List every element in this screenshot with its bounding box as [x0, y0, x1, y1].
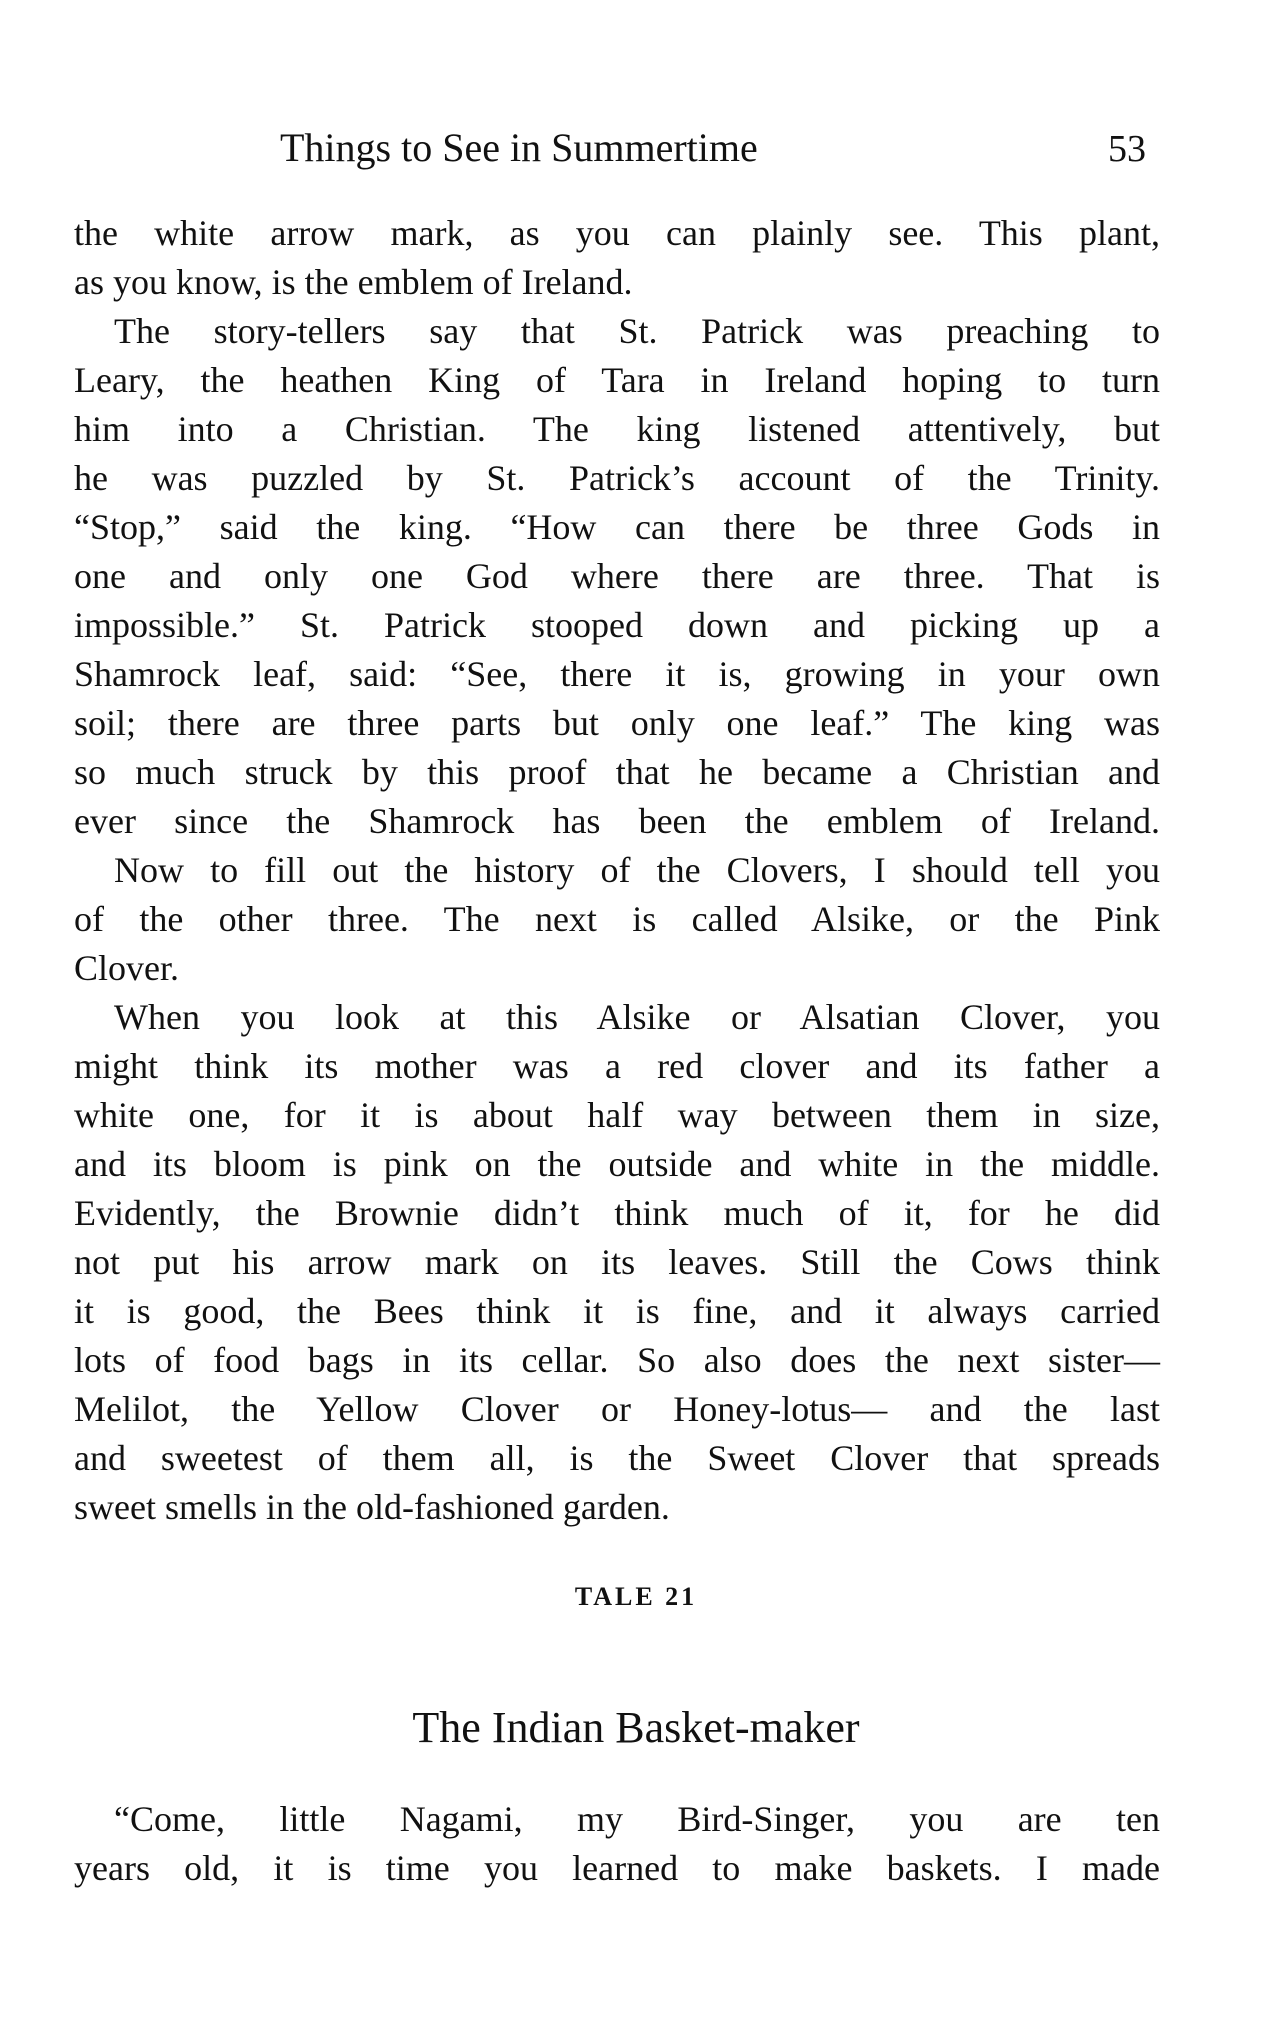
running-header: Things to See in Summertime: [280, 125, 758, 170]
text-line: not put his arrow mark on its leaves. Still the Cows think: [74, 1242, 1160, 1282]
tale-body: [74, 1795, 1160, 1893]
text-line: Clover.: [74, 948, 179, 988]
text-line: it is good, the Bees think it is fine, and it always carried: [74, 1291, 1160, 1331]
tale-label: TALE 21: [574, 1582, 698, 1611]
text-line: white one, for it is about half way between them in size,: [74, 1095, 1160, 1135]
text-line: of the other three. The next is called Alsike, or the Pink: [74, 899, 1160, 939]
page-number: 53: [1108, 128, 1146, 170]
text-line: might think its mother was a red clover and its father a: [74, 1046, 1160, 1086]
page-header: [74, 124, 1160, 172]
text-line: ever since the Shamrock has been the emblem of Ireland.: [74, 801, 1160, 841]
text-line: lots of food bags in its cellar. So also does the next sister—: [74, 1340, 1160, 1380]
text-line: soil; there are three parts but only one leaf.” The king was: [74, 703, 1160, 743]
text-line: Leary, the heathen King of Tara in Ireland hoping to turn: [74, 360, 1160, 400]
text-line: he was puzzled by St. Patrick’s account of the Trinity.: [74, 458, 1160, 498]
text-line: impossible.” St. Patrick stooped down and picking up a: [74, 605, 1160, 645]
text-line: Evidently, the Brownie didn’t think much of it, for he did: [74, 1193, 1160, 1233]
text-line: Melilot, the Yellow Clover or Honey-lotus— and the last: [74, 1389, 1160, 1429]
text-line: him into a Christian. The king listened attentively, but: [74, 409, 1160, 449]
body-text: [74, 209, 1160, 1532]
text-line: When you look at this Alsike or Alsatian Clover, you: [114, 997, 1160, 1037]
text-line: the white arrow mark, as you can plainly see. This plant,: [74, 213, 1160, 253]
text-line: so much struck by this proof that he became a Christian and: [74, 752, 1160, 792]
tale-line: years old, it is time you learned to make baskets. I made: [74, 1848, 1160, 1888]
tale-line: “Come, little Nagami, my Bird-Singer, you are ten: [114, 1799, 1160, 1839]
text-line: “Stop,” said the king. “How can there be three Gods in: [74, 507, 1160, 547]
text-line: and its bloom is pink on the outside and white in the middle.: [74, 1144, 1160, 1184]
text-line: as you know, is the emblem of Ireland.: [74, 262, 633, 302]
text-line: The story-tellers say that St. Patrick was preaching to: [114, 311, 1160, 351]
tale-title: The Indian Basket-maker: [412, 1703, 860, 1752]
text-line: Shamrock leaf, said: “See, there it is, growing in your own: [74, 654, 1160, 694]
text-line: sweet smells in the old-fashioned garden.: [74, 1487, 670, 1527]
text-line: and sweetest of them all, is the Sweet Clover that spreads: [74, 1438, 1160, 1478]
text-line: one and only one God where there are three. That is: [74, 556, 1160, 596]
text-line: Now to fill out the history of the Clovers, I should tell you: [114, 850, 1160, 890]
